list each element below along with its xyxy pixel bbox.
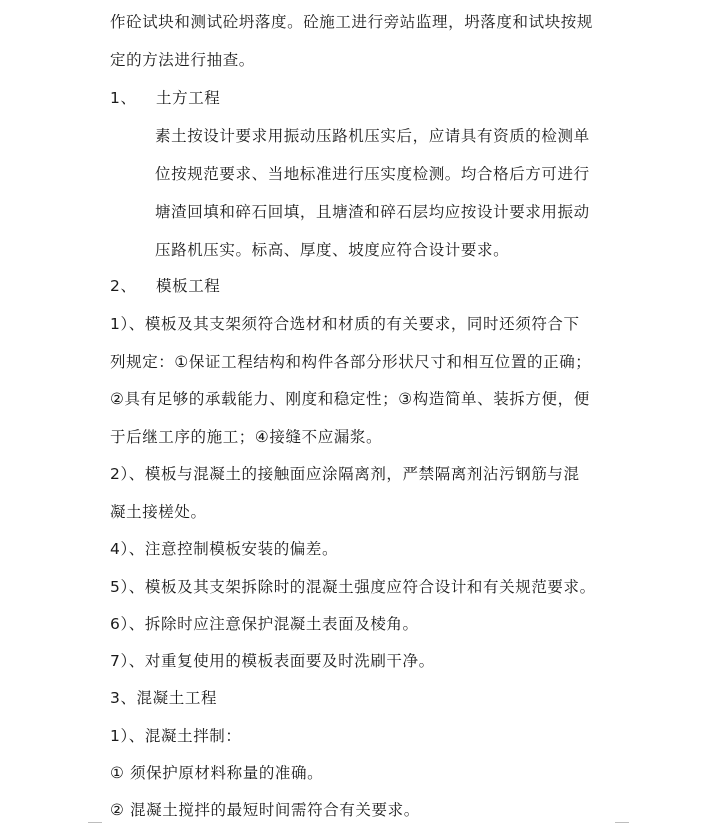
section-heading-formwork [110,276,220,296]
page-corner-mark [615,822,629,833]
heading-number: 1、 [110,89,137,107]
paragraph-line: 素土按设计要求用振动压路机压实后，应请具有资质的检测单 [155,127,590,145]
paragraph-line: 压路机压实。标高、厚度、坡度应符合设计要求。 [155,241,510,259]
paragraph-line: 5）、模板及其支架拆除时的混凝土强度应符合设计和有关规范要求。 [110,578,596,596]
paragraph-line: 定的方法进行抽查。 [110,51,255,69]
heading-number: 2、 [110,277,137,295]
paragraph-line: ②具有足够的承载能力、刚度和稳定性；③构造简单、装拆方便，便 [110,390,590,408]
paragraph-line: 位按规范要求、当地标准进行压实度检测。均合格后方可进行 [155,165,590,183]
paragraph-line: 7）、对重复使用的模板表面要及时洗刷干净。 [110,652,435,670]
paragraph-line: 2）、模板与混凝土的接触面应涂隔离剂，严禁隔离剂沾污钢筋与混 [110,465,580,483]
paragraph-line: 6）、拆除时应注意保护混凝土表面及棱角。 [110,615,419,633]
list-item: ① 须保护原材料称量的准确。 [110,764,324,782]
paragraph-line: 1）、模板及其支架须符合选材和材质的有关要求，同时还须符合下 [110,315,580,333]
paragraph-line: 列规定：①保证工程结构和构件各部分形状尺寸和相互位置的正确； [110,353,592,371]
section-heading-earthwork [110,88,220,108]
paragraph-line: 凝土接槎处。 [110,503,207,521]
paragraph-line: 塘渣回填和碎石回填，且塘渣和碎石层均应按设计要求用振动 [155,203,590,221]
heading-title: 模板工程 [156,277,221,295]
section-heading-concrete: 3、混凝土工程 [110,689,218,707]
paragraph-line: 1）、混凝土拌制： [110,727,242,745]
heading-title: 土方工程 [156,89,221,107]
paragraph-line: 4）、注意控制模板安装的偏差。 [110,540,339,558]
paragraph-line: 于后继工序的施工；④接缝不应漏浆。 [110,428,383,446]
paragraph-line: 作砼试块和测试砼坍落度。砼施工进行旁站监理，坍落度和试块按规 [110,13,594,31]
page-corner-mark [88,822,102,833]
list-item: ② 混凝土搅拌的最短时间需符合有关要求。 [110,801,420,819]
